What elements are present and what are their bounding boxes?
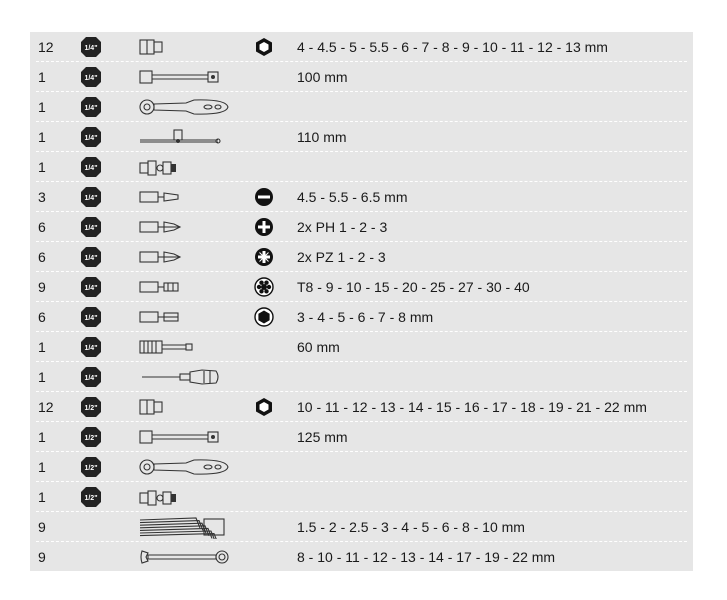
drive-size-icon [80,156,102,178]
drive-size-icon [80,36,102,58]
quantity: 1 [38,69,46,85]
quantity: 12 [38,39,54,55]
bit-holder-icon [138,335,238,359]
quantity: 9 [38,279,46,295]
svg-text:1/4": 1/4" [84,105,98,112]
table-row [30,62,693,92]
size-description: 100 mm [297,69,348,85]
quantity: 1 [38,369,46,385]
svg-text:1/4": 1/4" [84,135,98,142]
table-row [30,362,693,392]
svg-text:1/4": 1/4" [84,165,98,172]
drive-size-icon [80,96,102,118]
hex-key-set-icon [138,515,238,539]
torx-bit-icon [138,275,238,299]
svg-text:1/2": 1/2" [84,465,98,472]
size-description: 4.5 - 5.5 - 6.5 mm [297,189,408,205]
quantity: 9 [38,519,46,535]
svg-text:1/4": 1/4" [84,45,98,52]
quantity: 1 [38,339,46,355]
quantity: 1 [38,459,46,475]
quantity: 12 [38,399,54,415]
table-row [30,32,693,62]
drive-size-icon [80,246,102,268]
drive-size-icon [80,216,102,238]
table-row [30,332,693,362]
drive-size-icon [80,276,102,298]
pozidriv-bit-icon [138,245,238,269]
quantity: 3 [38,189,46,205]
size-description: 2x PZ 1 - 2 - 3 [297,249,386,265]
size-description: 3 - 4 - 5 - 6 - 7 - 8 mm [297,309,434,325]
slotted-icon [254,187,274,207]
drive-size-icon [80,126,102,148]
size-description: 125 mm [297,429,348,445]
phillips-bit-icon [138,215,238,239]
table-row [30,542,693,572]
drive-size-icon [80,426,102,448]
table-row [30,152,693,182]
ratchet-handle-icon [138,455,238,479]
table-row [30,422,693,452]
size-description: 60 mm [297,339,340,355]
combination-wrench-icon [138,545,238,569]
quantity: 1 [38,129,46,145]
svg-text:1/4": 1/4" [84,255,98,262]
svg-text:1/4": 1/4" [84,285,98,292]
hex-socket-icon [254,37,274,57]
svg-text:1/4": 1/4" [84,195,98,202]
svg-text:1/4": 1/4" [84,345,98,352]
quantity: 6 [38,249,46,265]
quantity: 9 [38,549,46,565]
drive-size-icon [80,396,102,418]
table-row [30,482,693,512]
svg-text:1/2": 1/2" [84,405,98,412]
hex-key-icon [254,307,274,327]
socket-icon [138,395,238,419]
drive-size-icon [80,456,102,478]
svg-text:1/4": 1/4" [84,315,98,322]
hex-socket-icon [254,397,274,417]
table-row [30,92,693,122]
socket-icon [138,35,238,59]
quantity: 1 [38,489,46,505]
phillips-icon [254,217,274,237]
extension-bar-icon [138,425,238,449]
size-description: 10 - 11 - 12 - 13 - 14 - 15 - 16 - 17 - 18 - 19 - 21 - 22 mm [297,399,647,415]
drive-size-icon [80,336,102,358]
svg-text:1/4": 1/4" [84,375,98,382]
table-row [30,512,693,542]
size-description: 2x PH 1 - 2 - 3 [297,219,388,235]
hex-bit-icon [138,305,238,329]
size-description: 110 mm [297,129,347,145]
ratchet-handle-icon [138,95,238,119]
size-description: 4 - 4.5 - 5 - 5.5 - 6 - 7 - 8 - 9 - 10 - 11 - 12 - 13 mm [297,39,608,55]
bit-driver-icon [138,365,238,389]
quantity: 6 [38,309,46,325]
drive-size-icon [80,306,102,328]
size-description: 1.5 - 2 - 2.5 - 3 - 4 - 5 - 6 - 8 - 10 mm [297,519,525,535]
quantity: 1 [38,429,46,445]
quantity: 1 [38,99,46,115]
size-description: T8 - 9 - 10 - 15 - 20 - 25 - 27 - 30 - 40 [297,279,530,295]
table-row [30,212,693,242]
table-row [30,272,693,302]
quantity: 1 [38,159,46,175]
svg-text:1/4": 1/4" [84,225,98,232]
table-row [30,242,693,272]
t-bar-handle-icon [138,125,238,149]
table-row [30,122,693,152]
table-row [30,452,693,482]
table-row [30,182,693,212]
torx-icon [254,277,274,297]
flat-bit-icon [138,185,238,209]
svg-text:1/2": 1/2" [84,435,98,442]
table-row [30,392,693,422]
pozidriv-icon [254,247,274,267]
svg-text:1/4": 1/4" [84,75,98,82]
table-row [30,302,693,332]
drive-size-icon [80,66,102,88]
quantity: 6 [38,219,46,235]
drive-size-icon [80,486,102,508]
drive-size-icon [80,186,102,208]
universal-joint-icon [138,485,238,509]
svg-text:1/2": 1/2" [84,495,98,502]
tool-set-table [30,32,693,571]
extension-bar-icon [138,65,238,89]
drive-size-icon [80,366,102,388]
size-description: 8 - 10 - 11 - 12 - 13 - 14 - 17 - 19 - 22 mm [297,549,556,565]
universal-joint-icon [138,155,238,179]
